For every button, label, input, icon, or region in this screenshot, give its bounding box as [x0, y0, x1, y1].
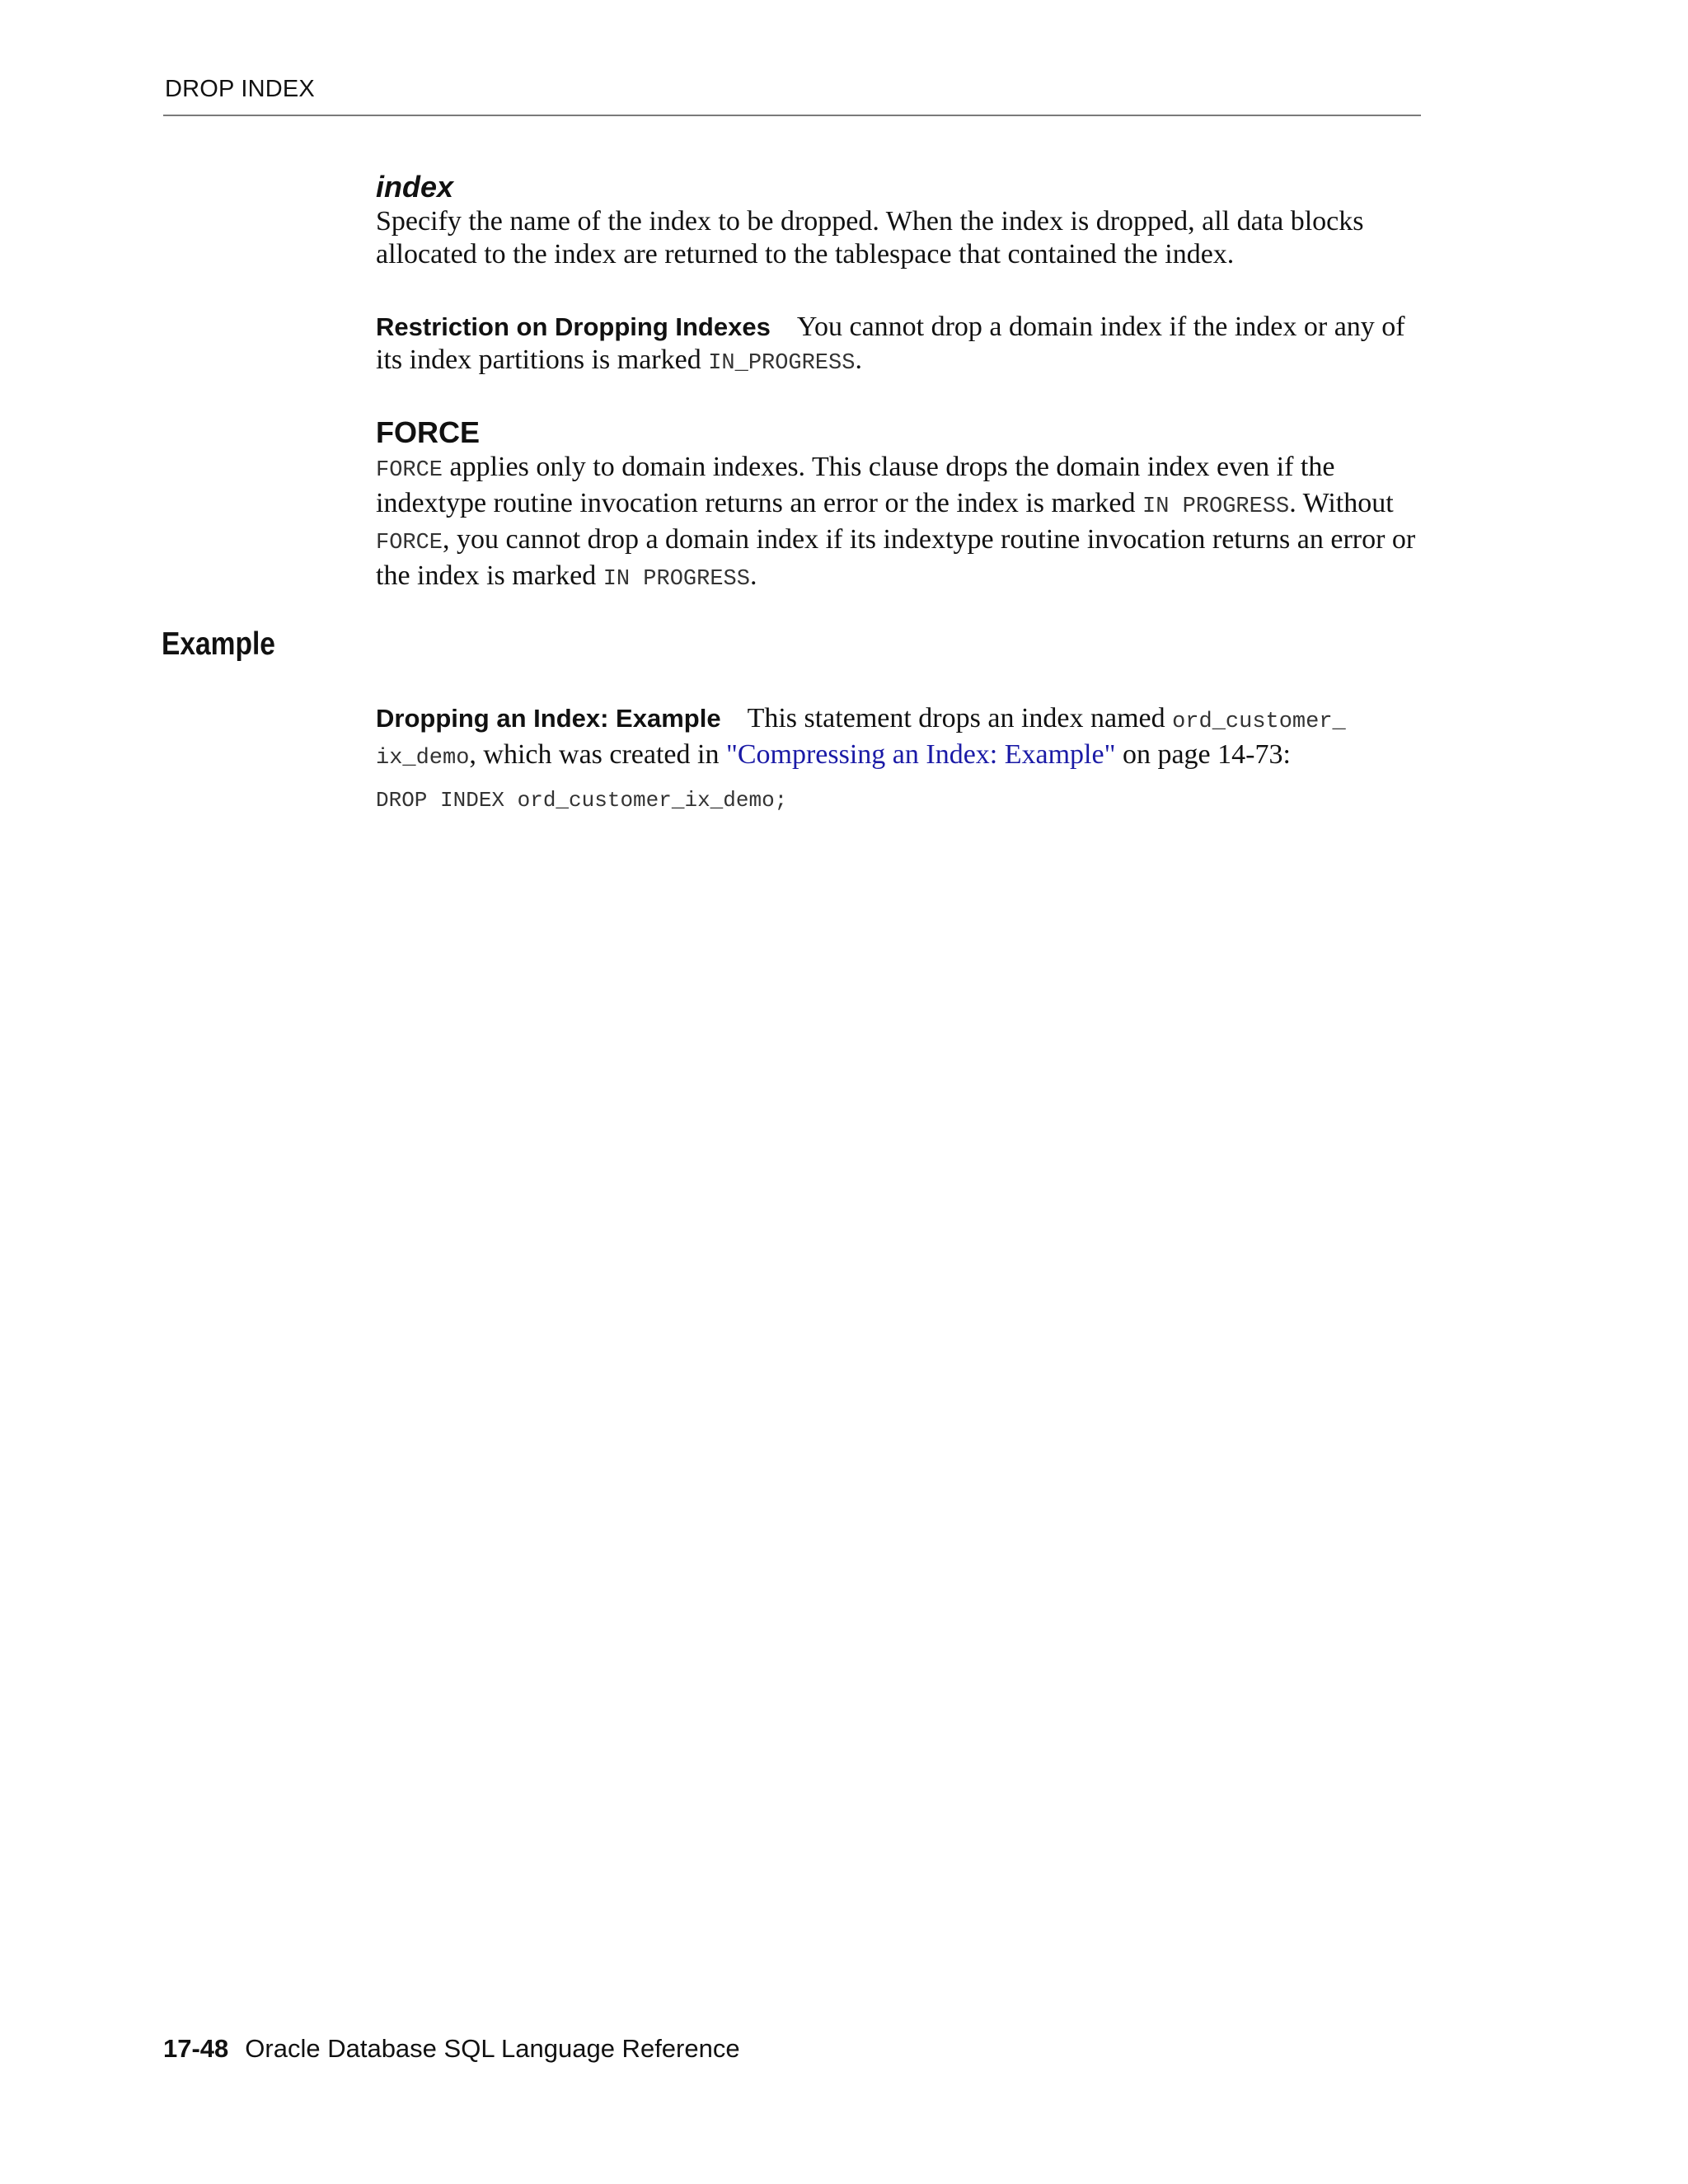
restriction-code: IN_PROGRESS [708, 351, 856, 376]
example-code-block: DROP INDEX ord_customer_ix_demo; [376, 788, 788, 813]
header-rule [163, 115, 1421, 116]
restriction-paragraph: Restriction on Dropping Indexes You cannot drop a domain index if the index or any of its index partitions is marked IN_PROGRESS. [376, 312, 1405, 376]
example-paragraph: Dropping an Index: Example This statement drops an index named ord_customer_ ix_demo, which was created in "Compressing an Index: Example" on page 14-73: [376, 703, 1346, 771]
running-header: DROP INDEX [165, 76, 315, 102]
page-number: 17-48 [163, 2034, 229, 2063]
index-term: index [376, 170, 454, 204]
example-label: Dropping an Index: Example [376, 704, 721, 733]
index-parameter-block [376, 169, 1423, 271]
example-section-heading: Example [162, 626, 275, 662]
force-heading: FORCE [376, 415, 480, 449]
restriction-text: You cannot drop a domain index if the index or any of its index partitions is marked [376, 312, 1405, 375]
book-title: Oracle Database SQL Language Reference [245, 2034, 740, 2063]
compressing-index-example-link[interactable]: "Compressing an Index: Example" [725, 739, 1116, 770]
restriction-label: Restriction on Dropping Indexes [376, 312, 771, 341]
force-description: FORCE applies only to domain indexes. This clause drops the domain index even if the indextype routine invocation returns an error or the index is marked IN PROGRESS. Without FORCE, you cannot drop a domain index if its indextype routine invocation returns an error or the index is marked IN PROGRESS. [376, 452, 1416, 592]
force-parameter-block [376, 415, 1423, 596]
index-description: Specify the name of the index to be dropped. When the index is dropped, all data blocks allocated to the index are returned to the tablespace that contained the index. [376, 206, 1364, 269]
restriction-block [376, 311, 1423, 380]
page-footer [163, 2034, 740, 2064]
example-block [376, 702, 1423, 775]
